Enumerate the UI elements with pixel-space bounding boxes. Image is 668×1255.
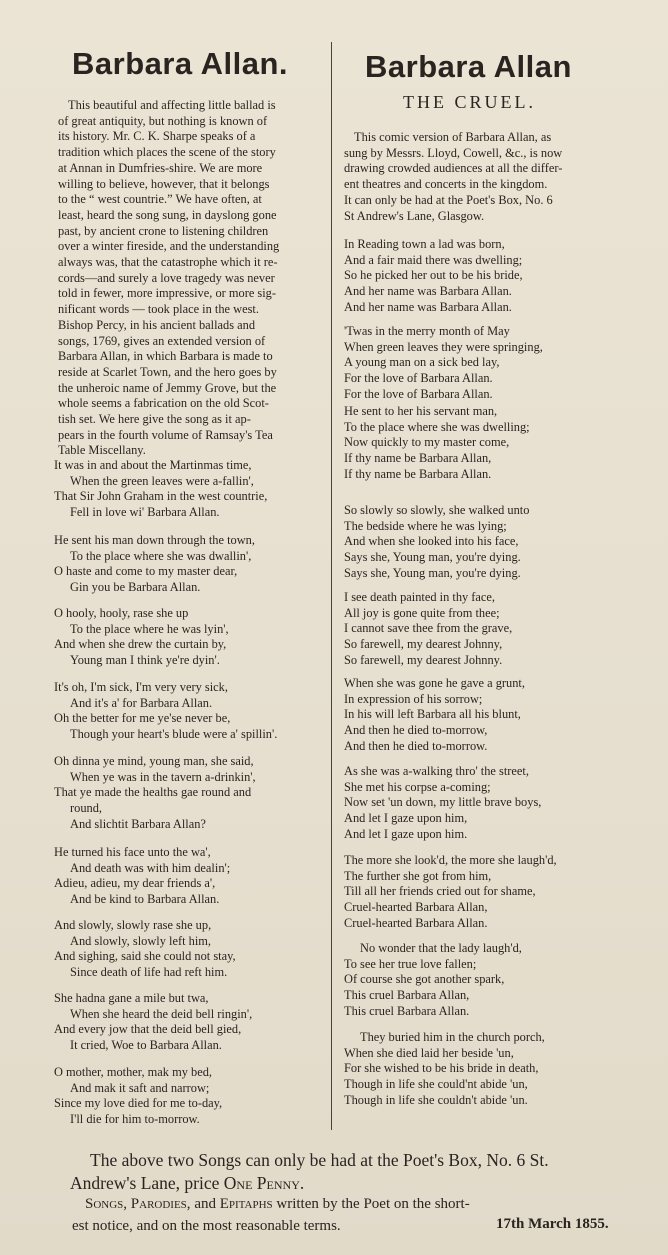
right-stanza xyxy=(344,853,557,932)
right-intro-line: This comic version of Barbara Allan, as xyxy=(354,130,552,144)
left-verse-line: Since my love died for me to-day, xyxy=(54,1096,223,1111)
left-verse-line: She hadna gane a mile but twa, xyxy=(54,991,209,1005)
left-verse-line: And slichtit Barbara Allan? xyxy=(70,816,206,831)
right-verse-line: She met his corpse a-coming; xyxy=(344,779,491,794)
left-verse-line: It's oh, I'm sick, I'm very very sick, xyxy=(54,680,228,694)
right-intro xyxy=(344,130,626,224)
right-subtitle: THE CRUEL. xyxy=(403,92,536,112)
left-intro-line: tradition which places the scene of the story xyxy=(58,145,276,160)
right-verse-line: If thy name be Barbara Allan. xyxy=(344,466,492,481)
left-stanza xyxy=(54,680,277,743)
right-stanza xyxy=(344,324,543,403)
right-verse-line: I see death painted in thy face, xyxy=(344,590,496,604)
left-verse-line: That ye made the healths gae round and xyxy=(54,785,252,800)
right-verse-line: So farewell, my dearest Johnny. xyxy=(344,652,503,667)
right-verse-line: All joy is gone quite from thee; xyxy=(344,605,500,620)
right-verse-line: And let I gaze upon him, xyxy=(344,811,468,826)
footer-songs: Songs, Parodies, xyxy=(85,1196,191,1212)
left-verse-line: And when she drew the curtain by, xyxy=(54,637,227,652)
right-verse-line: Says she, Young man, you're dying. xyxy=(344,550,521,565)
footer-line-2-text: Andrew's Lane, price xyxy=(70,1173,224,1193)
right-verse-line: And a fair maid there was dwelling; xyxy=(344,252,523,267)
left-intro xyxy=(58,98,336,459)
left-intro-line: always was, that the catastrophe which it re- xyxy=(58,255,278,270)
left-verse-line: Oh dinna ye mind, young man, she said, xyxy=(54,754,254,768)
left-verse-line: I'll die for him to-morrow. xyxy=(70,1112,200,1127)
footer-epitaphs: Epitaphs xyxy=(219,1196,273,1212)
right-verse-line: He sent to her his servant man, xyxy=(344,404,498,418)
left-stanza xyxy=(54,606,229,669)
left-verse-line: Since death of life had reft him. xyxy=(70,965,228,980)
right-intro-line: sung by Messrs. Lloyd, Cowell, &c., is now xyxy=(344,145,563,160)
left-intro-line: pears in the fourth volume of Ramsay's Tea xyxy=(58,427,273,442)
right-verse-line: The more she look'd, the more she laugh'd, xyxy=(344,853,557,867)
left-intro-line: at Annan in Dumfries-shire. We are more xyxy=(58,160,263,175)
right-title: Barbara Allan xyxy=(365,49,572,84)
right-verse-line: So he picked her out to be his bride, xyxy=(344,268,523,283)
right-verse-line: To the place where she was dwelling; xyxy=(344,419,530,434)
footer-price: One Penny. xyxy=(223,1173,305,1193)
left-verse-line: To the place where she was dwallin', xyxy=(70,548,252,563)
left-stanza xyxy=(54,754,256,833)
left-intro-line: over a winter fireside, and the understanding xyxy=(58,239,280,254)
left-intro-line: tish set. We here give the song as it ap- xyxy=(58,412,251,427)
left-intro-line: of great antiquity, but nothing is known of xyxy=(58,113,268,128)
right-stanza xyxy=(344,503,529,582)
left-verse-line: Oh the better for me ye'se never be, xyxy=(54,711,231,726)
right-stanza xyxy=(344,941,522,1020)
left-stanza xyxy=(54,918,236,981)
right-verse-line: Though in life she could'nt abide 'un, xyxy=(344,1077,528,1092)
left-verse-line: When ye was in the tavern a-drinkin', xyxy=(70,769,256,784)
right-verse-line: When she died laid her beside 'un, xyxy=(344,1045,514,1060)
left-intro-line: reside at Scarlet Town, and the hero goes by xyxy=(58,364,277,379)
right-stanza xyxy=(344,590,512,669)
right-verse-line: And let I gaze upon him. xyxy=(344,826,468,841)
right-verse-line: Cruel-hearted Barbara Allan, xyxy=(344,900,488,915)
right-verse-line: For the love of Barbara Allan. xyxy=(344,371,493,386)
right-verse-line: And then he died to-morrow. xyxy=(344,738,488,753)
left-verse-line: And be kind to Barbara Allan. xyxy=(70,892,220,907)
right-verse-line: Though in life she couldn't abide 'un. xyxy=(344,1092,528,1107)
footer-line-4: est notice, and on the most reasonable terms. xyxy=(72,1218,341,1234)
right-intro-line: drawing crowded audiences at all the differ- xyxy=(344,161,563,176)
left-intro-line: Table Miscellany. xyxy=(58,443,146,458)
footer-line-1: The above two Songs can only be had at the Poet's Box, No. 6 St. xyxy=(90,1150,549,1170)
left-verse-line: And slowly, slowly rase she up, xyxy=(54,918,212,932)
footer-date: 17th March 1855. xyxy=(496,1216,609,1232)
left-stanza xyxy=(54,458,267,521)
right-verse-line: So slowly so slowly, she walked unto xyxy=(344,503,530,517)
left-intro-line: whole seems a fabrication on the old Scot- xyxy=(58,396,269,411)
left-intro-line: nificant words — took place in the west. xyxy=(58,302,259,317)
right-verse-line: In his will left Barbara all his blunt, xyxy=(344,707,521,722)
right-verse-line: When she was gone he gave a grunt, xyxy=(344,676,525,690)
left-intro-line: to the “ west countrie.” We have often, at xyxy=(58,192,262,207)
left-intro-line: the unheroic name of Jemmy Grove, but the xyxy=(58,380,277,395)
left-verse-line: Adieu, adieu, my dear friends a', xyxy=(54,876,216,891)
left-stanza xyxy=(54,991,252,1054)
right-verse-line: The bedside where he was lying; xyxy=(344,518,507,533)
right-verse-line: In Reading town a lad was born, xyxy=(344,237,505,251)
left-intro-line: willing to believe, however, that it belongs xyxy=(58,176,270,191)
right-verse-line: Till all her friends cried out for shame, xyxy=(344,884,536,899)
left-verse-line: And sighing, said she could not stay, xyxy=(54,949,236,964)
left-intro-line: past, by ancient crone to listening children xyxy=(58,223,269,238)
right-verse-line: So farewell, my dearest Johnny, xyxy=(344,637,503,652)
right-verse-line: Cruel-hearted Barbara Allan. xyxy=(344,915,488,930)
left-verse-line: And slowly, slowly left him, xyxy=(70,933,211,948)
right-stanza xyxy=(344,237,523,316)
right-verse-line: In expression of his sorrow; xyxy=(344,691,483,706)
left-verse-line: round, xyxy=(70,801,103,816)
left-intro-line: Barbara Allan, in which Barbara is made to xyxy=(58,349,273,364)
right-verse-line: And her name was Barbara Allan. xyxy=(344,284,512,299)
right-verse-line: They buried him in the church porch, xyxy=(360,1030,545,1044)
left-stanza xyxy=(54,845,230,908)
right-verse-line: For the love of Barbara Allan. xyxy=(344,386,493,401)
footer-line-3-rest: written by the Poet on the short- xyxy=(272,1196,470,1212)
left-verse-line: When she heard the deid bell ringin', xyxy=(70,1006,253,1021)
left-verse-line: And it's a' for Barbara Allan. xyxy=(70,695,213,710)
right-verse-line: I cannot save thee from the grave, xyxy=(344,621,513,636)
footer-line-3 xyxy=(85,1193,470,1215)
right-verse-line: No wonder that the lady laugh'd, xyxy=(360,941,522,955)
left-verse-line: When the green leaves were a-fallin', xyxy=(70,473,254,488)
left-stanza xyxy=(54,1065,222,1128)
right-stanza xyxy=(344,404,530,483)
right-verse-line: Now set 'un down, my little brave boys, xyxy=(344,795,542,810)
right-stanza xyxy=(344,1030,545,1109)
right-verse-line: The further she got from him, xyxy=(344,868,492,883)
left-intro-line: This beautiful and affecting little ballad is xyxy=(68,98,276,112)
right-verse-line: For she wished to be his bride in death, xyxy=(344,1061,539,1076)
right-verse-line: 'Twas in the merry month of May xyxy=(344,324,510,338)
right-stanza xyxy=(344,676,525,755)
left-verse-line: And death was with him dealin'; xyxy=(70,860,231,875)
right-intro-line: ent theatres and concerts in the kingdom. xyxy=(344,177,548,192)
right-verse-line: And then he died to-morrow, xyxy=(344,723,488,738)
right-verse-line: When green leaves they were springing, xyxy=(344,339,543,354)
right-verse-line: Of course she got another spark, xyxy=(344,972,505,987)
left-intro-line: Bishop Percy, in his ancient ballads and xyxy=(58,317,256,332)
left-intro-line: told in fewer, more impressive, or more sig- xyxy=(58,286,277,301)
left-intro-line: least, heard the song sung, in dayslong gone xyxy=(58,207,277,222)
left-verse-line: O haste and come to my master dear, xyxy=(54,564,238,579)
left-verse-line: It cried, Woe to Barbara Allan. xyxy=(70,1038,222,1053)
left-verse-line: O mother, mother, mak my bed, xyxy=(54,1065,212,1079)
footer-line-2 xyxy=(70,1172,304,1195)
right-verse-line: To see her true love fallen; xyxy=(344,956,477,971)
footer-and: and xyxy=(190,1196,220,1212)
left-verse-line: That Sir John Graham in the west countrie, xyxy=(54,489,268,504)
left-verse-line: It was in and about the Martinmas time, xyxy=(54,458,252,472)
right-verse-line: Now quickly to my master come, xyxy=(344,435,510,450)
right-verse-line: And her name was Barbara Allan. xyxy=(344,299,512,314)
left-verse-line: He turned his face unto the wa', xyxy=(54,845,211,859)
left-verse-line: Fell in love wi' Barbara Allan. xyxy=(70,505,220,520)
left-verse-line: He sent his man down through the town, xyxy=(54,533,255,547)
right-verse-line: As she was a-walking thro' the street, xyxy=(344,764,529,778)
right-intro-line: It can only be had at the Poet's Box, No. 6 xyxy=(344,192,553,207)
left-stanza xyxy=(54,533,255,596)
left-verse-line: To the place where he was lyin', xyxy=(70,621,229,636)
left-intro-line: songs, 1769, gives an extended version of xyxy=(58,333,266,348)
right-intro-line: St Andrew's Lane, Glasgow. xyxy=(344,208,485,223)
left-intro-line: cords—and surely a love tragedy was never xyxy=(58,270,275,285)
left-verse-line: Though your heart's blude were a' spillin'. xyxy=(70,727,278,742)
right-verse-line: And when she looked into his face, xyxy=(344,534,519,549)
left-verse-line: Gin you be Barbara Allan. xyxy=(70,580,201,595)
right-verse-line: This cruel Barbara Allan, xyxy=(344,988,470,1003)
left-title: Barbara Allan. xyxy=(72,46,289,81)
left-verse-line: Young man I think ye're dyin'. xyxy=(70,653,220,668)
left-intro-line: its history. Mr. C. K. Sharpe speaks of a xyxy=(58,129,256,144)
right-stanza xyxy=(344,764,541,843)
right-verse-line: This cruel Barbara Allan. xyxy=(344,1003,470,1018)
left-verse-line: And mak it saft and narrow; xyxy=(70,1080,210,1095)
left-verse-line: O hooly, hooly, rase she up xyxy=(54,606,189,620)
left-verse-line: And every jow that the deid bell gied, xyxy=(54,1022,242,1037)
right-verse-line: Says she, Young man, you're dying. xyxy=(344,565,521,580)
right-verse-line: A young man on a sick bed lay, xyxy=(344,355,500,370)
right-verse-line: If thy name be Barbara Allan, xyxy=(344,451,492,466)
